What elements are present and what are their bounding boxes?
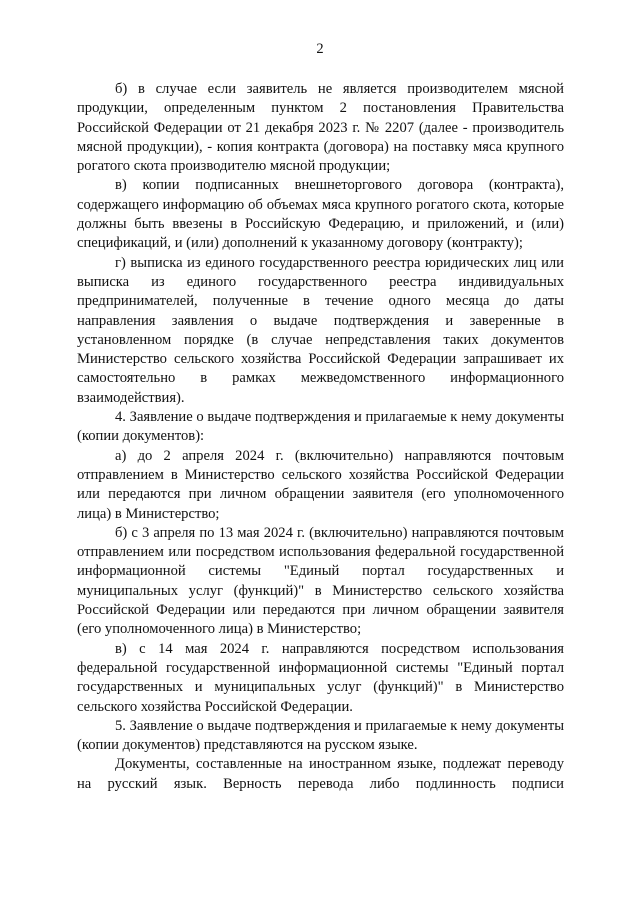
paragraph-g-registry-extract: г) выписка из единого государственного реестра юридических лиц или выписка из единого государственного реестра индивидуальных предпринимателей, полученные в течение одного месяца до даты направления заявления о выдаче подтверждения и заверенные в установленном порядке (в случае непредставления таких документов Министерство сельского хозяйства Российской Федерации запрашивает их самостоятельно в рамках межведомственного информационного взаимодействия).: [77, 254, 564, 406]
paragraph-4-application-submission: 4. Заявление о выдаче подтверждения и прилагаемые к нему документы (копии документов):: [77, 409, 564, 445]
document-body: [77, 80, 564, 794]
paragraph-4a-until-april: а) до 2 апреля 2024 г. (включительно) направляются почтовым отправлением в Министерство сельского хозяйства Российской Федерации или передаются при личном обращении заявителя (его уполномоченного лица) в Министерство;: [77, 447, 564, 522]
paragraph-4v-from-may: в) с 14 мая 2024 г. направляются посредством использования федеральной государственной информационной системы "Единый портал государственных и муниципальных услуг (функций)" в Министерство сельского хозяйства Российской Федерации.: [77, 640, 564, 715]
paragraph-4b-april-may: б) с 3 апреля по 13 мая 2024 г. (включительно) направляются почтовым отправлением или посредством использования федеральной государственной информационной системы "Единый портал государственных и муниципальных услуг (функций)" в Министерство сельского хозяйства Российской Федерации или передаются при личном обращении заявителя (его уполномоченного лица) в Министерство;: [77, 524, 564, 638]
paragraph-foreign-documents: Документы, составленные на иностранном языке, подлежат переводу на русский язык. Верность перевода либо подлинность подписи: [77, 756, 564, 792]
paragraph-5-russian-language: 5. Заявление о выдаче подтверждения и прилагаемые к нему документы (копии документов) представляются на русском языке.: [77, 717, 564, 754]
page-number: 2: [316, 41, 324, 57]
paragraph-v-trade-contract: в) копии подписанных внешнеторгового договора (контракта), содержащего информацию об объемах мяса крупного рогатого скота, которые должны быть ввезены в Российскую Федерацию, и приложений, и (или) спецификаций, и (или) дополнений к указанному договору (контракту);: [77, 177, 564, 252]
paragraph-b-meat-contract: б) в случае если заявитель не является производителем мясной продукции, определенным пунктом 2 постановления Правительства Российской Федерации от 21 декабря 2023 г. № 2207 (далее - производитель мясной продукции), - копия контракта (договора) на поставку мяса крупного рогатого скота производителю мясной продукции;: [77, 81, 564, 175]
